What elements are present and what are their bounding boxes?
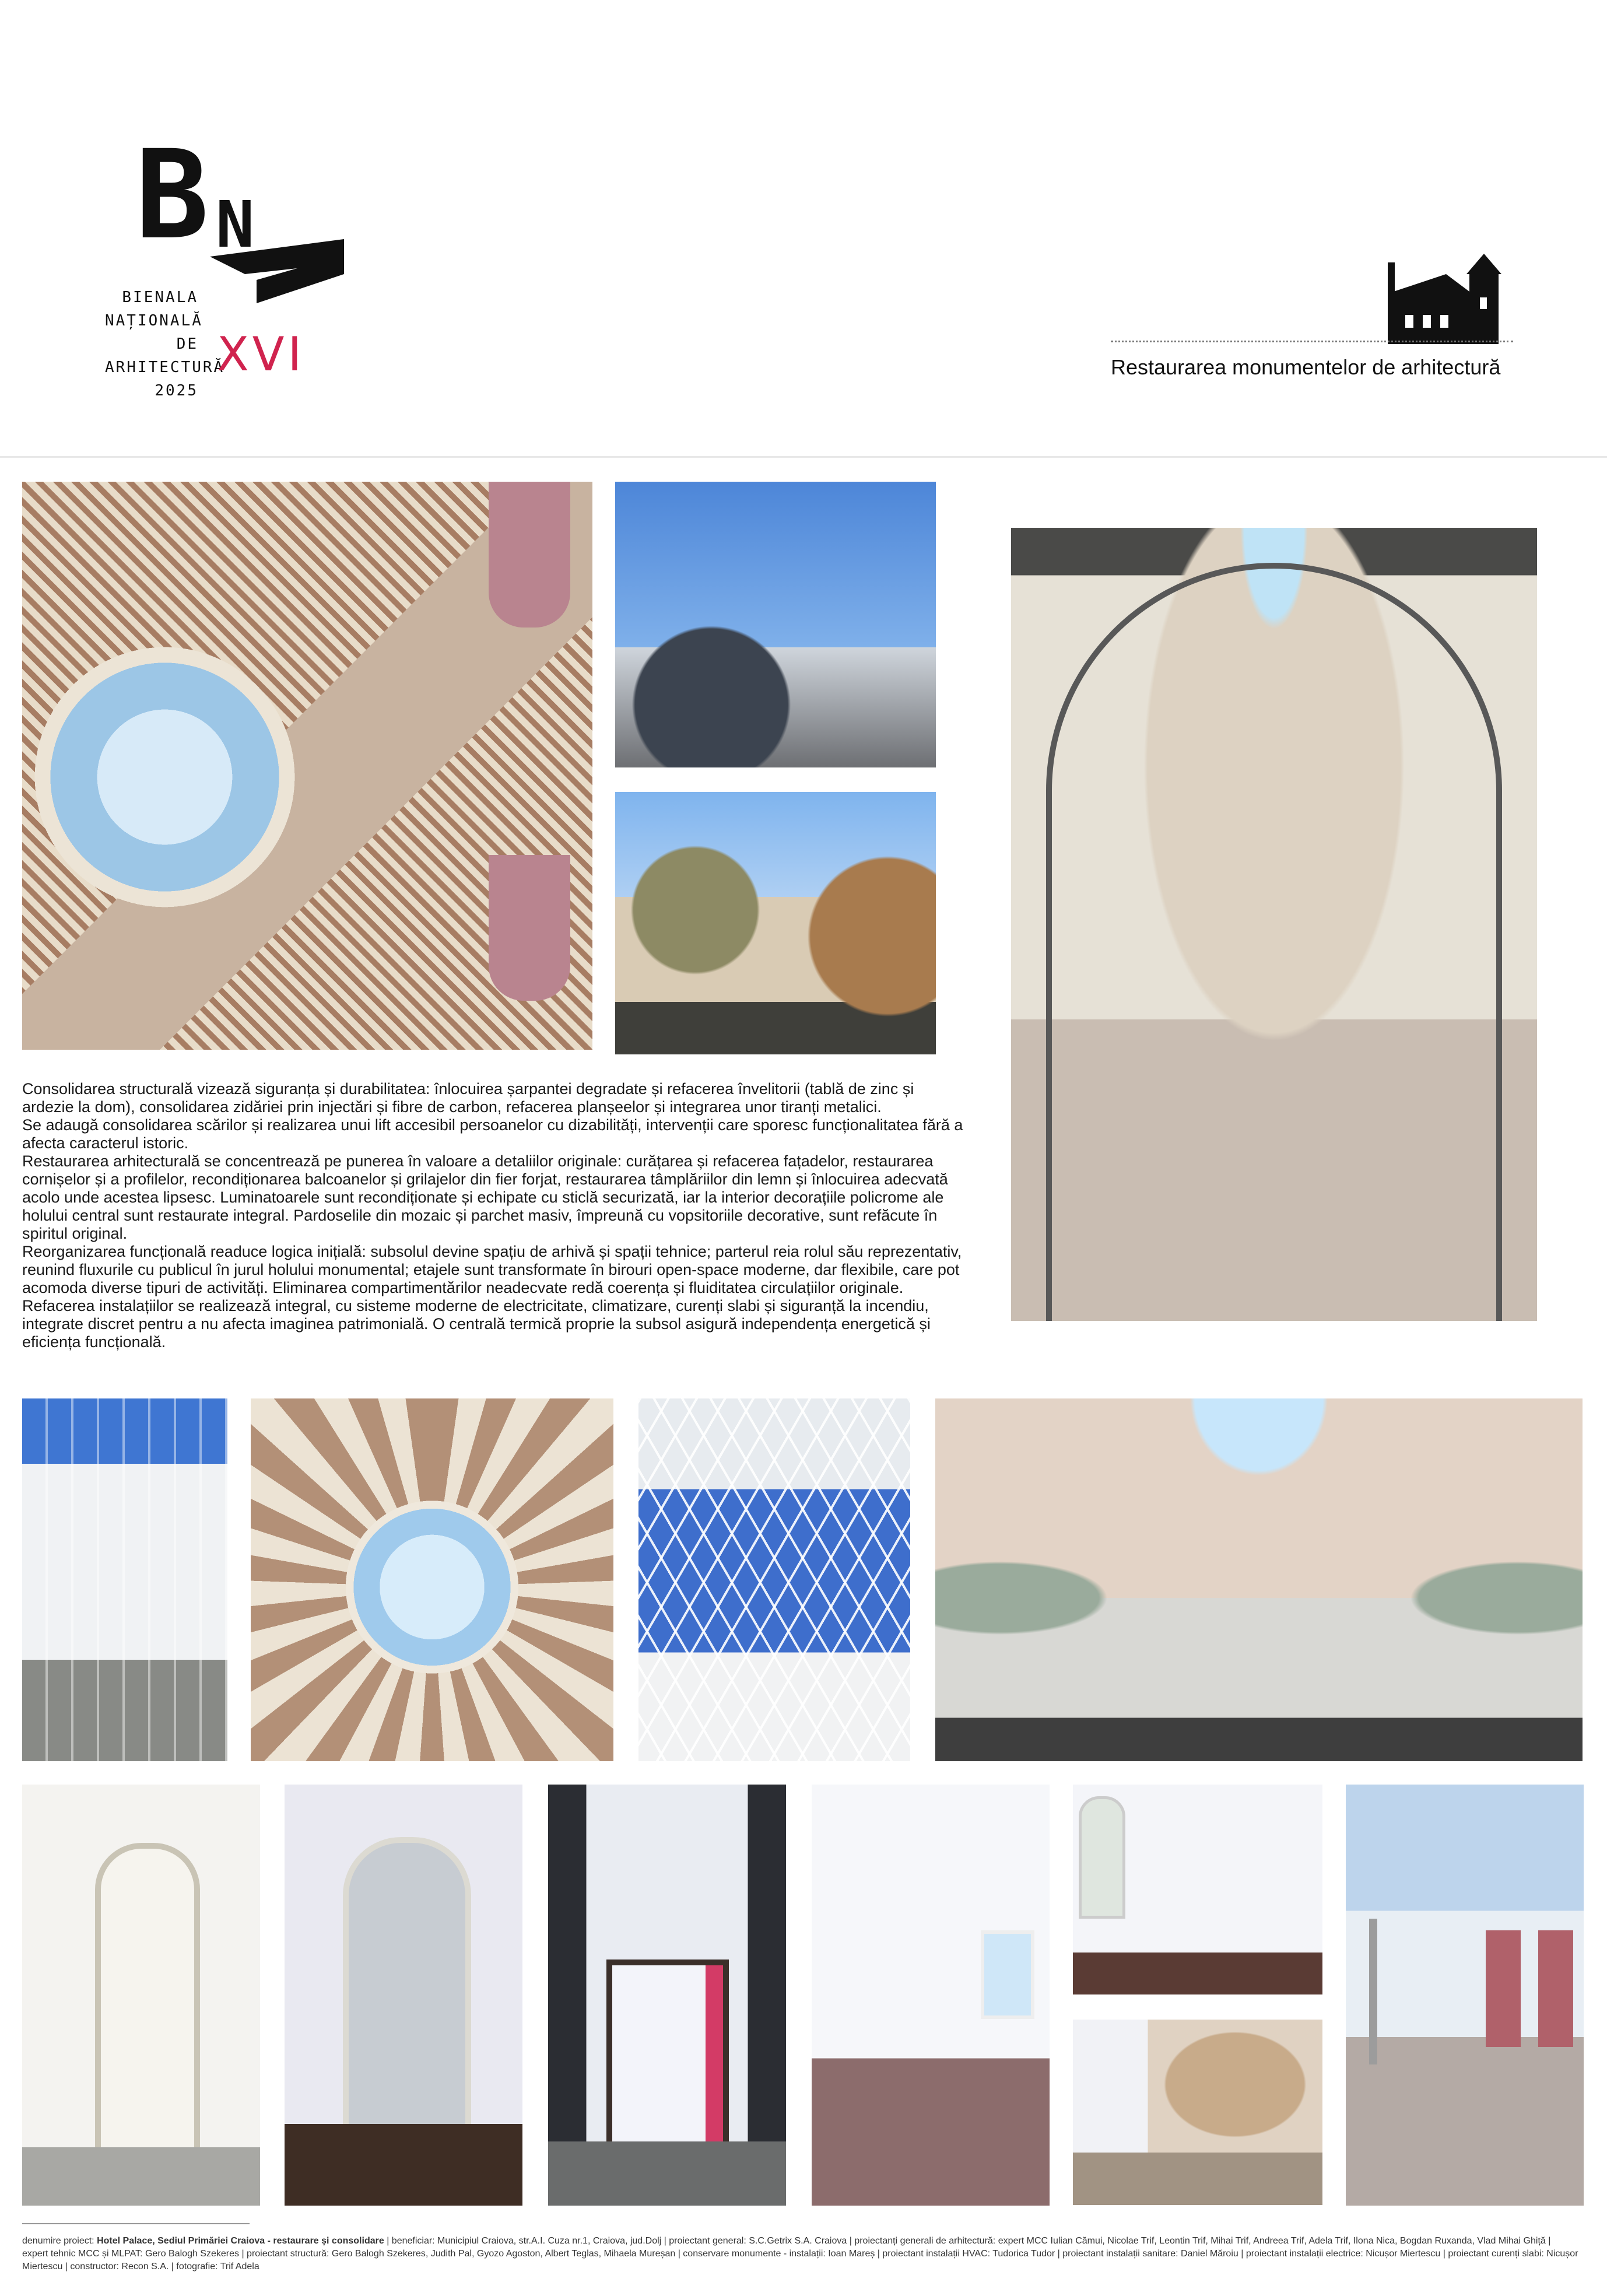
building-silhouette-icon xyxy=(1382,251,1504,344)
category-title: Restaurarea monumentelor de arhitectură xyxy=(1111,355,1501,379)
photo-hall-view xyxy=(1073,2020,1322,2205)
logo-text xyxy=(105,286,225,402)
photo-central-hall xyxy=(1011,528,1537,1321)
logo-letter-a-icon xyxy=(210,239,344,303)
photo-atrium xyxy=(22,1398,227,1761)
credits-project-name: Hotel Palace, Sediul Primăriei Craiova - restaurare și consolidare xyxy=(97,2236,384,2246)
description-paragraph: Refacerea instalațiilor se realizează integral, cu sisteme moderne de electricitate, climatizare, curenți slabi și siguranță la incendiu, integrate discret pentru a nu afecta imaginea patrimonială. O centrală termică proprie la subsol asigură independența energetică și eficiența funcțională. xyxy=(22,1297,931,1351)
logo-letter-b: B xyxy=(135,124,209,267)
photo-dome-ceiling xyxy=(22,482,592,1050)
credits-label: denumire proiect: xyxy=(22,2236,94,2246)
photo-meeting-room xyxy=(1073,1785,1322,1994)
header-divider xyxy=(0,456,1607,458)
logo-line: BIENALA xyxy=(122,289,198,306)
logo-line: NAȚIONALĂ xyxy=(105,312,203,329)
project-description xyxy=(22,1080,968,1351)
description-paragraph: Reorganizarea funcțională readuce logica inițială: subsolul devine spațiu de arhivă și spații tehnice; parterul reia rolul său reprezentativ, reunind fluxurile cu publicul în jurul holului monumental; etajele sunt transformate în birouri open-space moderne, dar flexibile, care pot acomoda diverse tipuri de activități. Eliminarea compartimentărilor neadecvate redă coerența și fluiditatea circulațiilor originale. xyxy=(22,1243,962,1296)
logo-line: ARHITECTURĂ xyxy=(105,359,225,376)
photo-corridor xyxy=(548,1785,786,2206)
credits-details: | beneficiar: Municipiul Craiova, str.A.I. Cuza nr.1, Craiova, jud.Dolj | proiectant general: S.C.Getrix S.A. Craiova | proiectanți generali de arhitectură: expert MCC Iulian Cămui, Nicolae Trif, Leontin Trif, Mihai Trif, Andreea Trif, Adela Trif, Ilona Nica, Bogdan Ruxanda, Vlad Mihai Ghiță | expert tehnic MCC și MLPAT: Gero Balogh Szekeres | proiectant structură: Gero Balogh Szekeres, Judith Pal, Gyozo Agoston, Albert Teglas, Mihaela Mureșan | conservare monumente - instalații: Ioan Mareș | proiectant instalații HVAC: Tudorica Tudor | proiectant instalații sanitare: Daniel Măroiu | proiectant instalații electrice: Nicușor Miertescu | proiectant curenți slabi: Nicușor Miertescu | constructor: Recon S.A. | fotografie: Trif Adela xyxy=(22,2236,1578,2272)
photo-roof-dome xyxy=(615,482,936,767)
logo-letter-n: N xyxy=(216,187,255,262)
photo-skylight xyxy=(251,1398,613,1761)
project-credits xyxy=(22,2235,1579,2273)
photo-glass-roof xyxy=(638,1398,910,1761)
photo-arched-window xyxy=(285,1785,522,2206)
description-paragraph: Restaurarea arhitecturală se concentrează pe punerea în valoare a detaliilor originale: curățarea și refacerea fațadelor, restaurarea cornișelor și a profilelor, recondiționarea balcoanelor și grilajelor din fier forjat, restaurarea tâmplăriilor din lemn și înlocuirea adecvată acolo unde acestea lipsesc. Luminatoarele sunt recondiționate și echipate cu sticlă securizată, iar la interior decorațiile policrome ale holului central sunt restaurate integral. Pardoselile din mozaic și parchet masiv, împreună cu vopsitoriile decorative, sunt refăcute în spiritul original. xyxy=(22,1152,948,1242)
photo-tower-room xyxy=(812,1785,1050,2206)
edition-number: XVI xyxy=(217,327,306,381)
description-paragraph: Se adaugă consolidarea scărilor și realizarea unui lift accesibil persoanelor cu dizabilități, intervenții care sporesc funcționalitatea fără a afecta caracterul istoric. xyxy=(22,1116,963,1152)
photo-street-facade xyxy=(615,792,936,1054)
description-paragraph: Consolidarea structurală vizează siguranța și durabilitatea: înlocuirea șarpantei degradate și refacerea învelitorii (tablă de zinc și ardezie la dom), consolidarea zidăriei prin injectări și fibre de carbon, refacerea planșeelor și integrarea unor tiranți metalici. xyxy=(22,1080,914,1116)
logo-line: 2025 xyxy=(155,382,198,399)
logo-line: DE xyxy=(176,335,198,353)
photo-glass-entrance xyxy=(1346,1785,1584,2206)
photo-hall-gallery xyxy=(935,1398,1583,1761)
category-divider xyxy=(1111,341,1513,342)
photo-interior-door xyxy=(22,1785,260,2206)
credits-divider xyxy=(22,2223,250,2224)
